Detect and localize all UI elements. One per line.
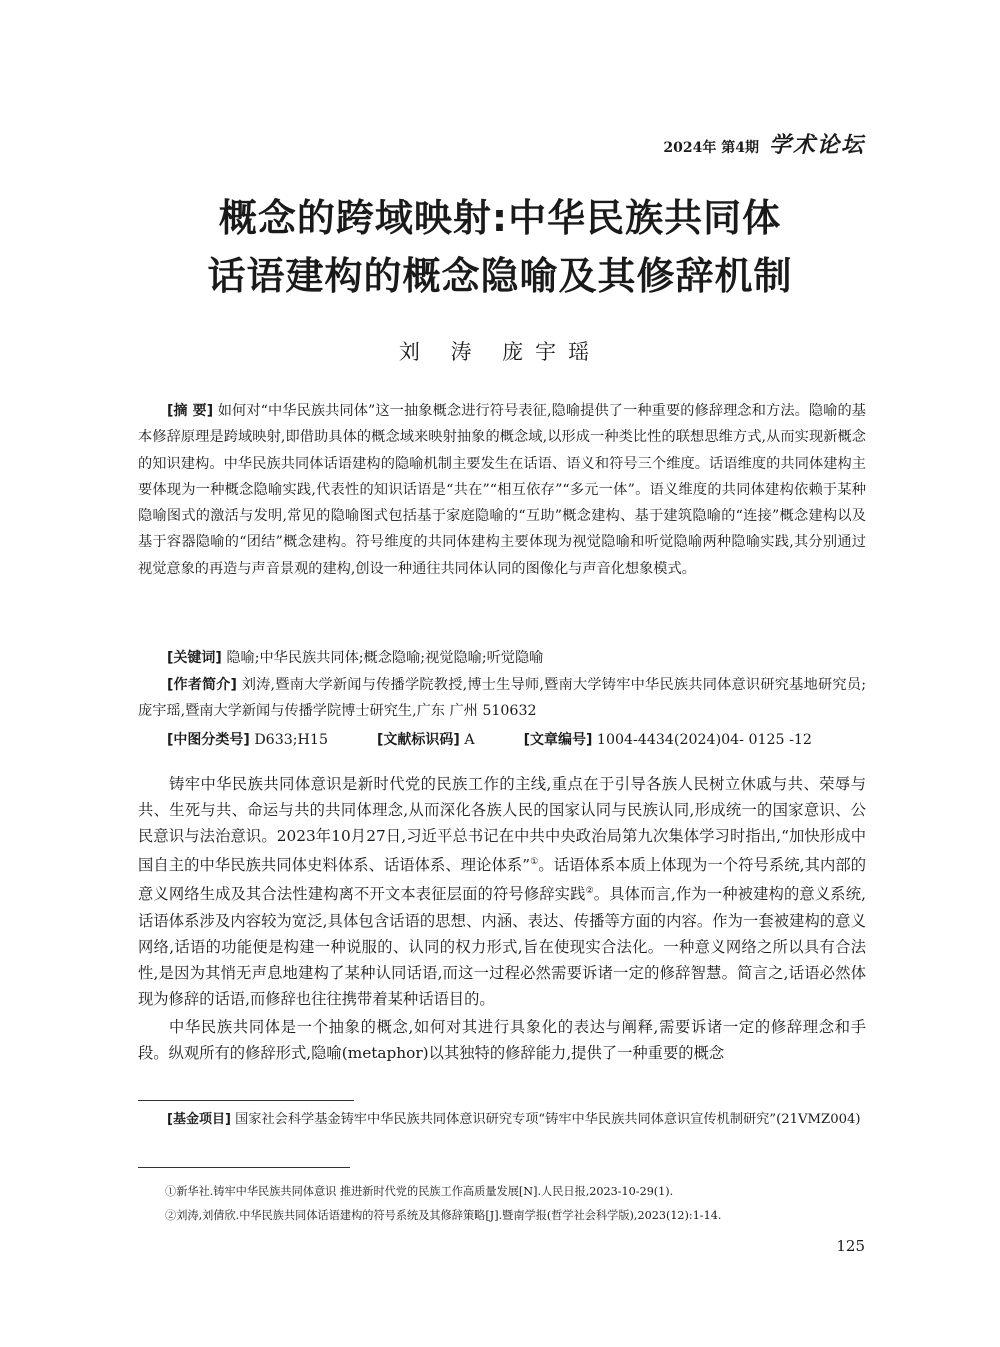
body-p1c-text: 。具体而言,作为一种被建构的意义系统,话语体系涉及内容较为宽泛,具体包含话语的思想、内涵、表达、传播等方面的内容。作为一套被建构的意义网络,话语的功能便是构建一种说服的、认同的权力形式,旨在使现实合法化。一种意义网络之所以具有合法性,是因为其悄无声息地建构了某种认同话语,而这一过程必然需要诉诸一定的修辞智慧。简言之,话语必然体现为修辞的话语,而修辞也往往携带着某种话语目的。 <box>138 885 866 1008</box>
footnote-1: ①新华社.铸牢中华民族共同体意识 推进新时代党的民族工作高质量发展[N].人民日报,2023-10-29(1). <box>165 1185 674 1198</box>
issue-label: 2024年 第4期 <box>663 140 759 156</box>
keywords <box>138 645 866 671</box>
article-number-value: 1004-4434(2024)04- 0125 -12 <box>596 732 812 748</box>
doc-code-label: [文献标识码] <box>377 732 460 748</box>
journal-name: 学术论坛 <box>768 132 865 158</box>
body-paragraph: 中华民族共同体是一个抽象的概念,如何对其进行具象化的表达与阐释,需要诉诸一定的修辞理念和手段。纵观所有的修辞形式,隐喻(metaphor)以其独特的修辞能力,提供了一种重要的概念 <box>138 1018 866 1063</box>
body-paragraph <box>138 771 866 1012</box>
fund-note <box>138 1108 866 1132</box>
author-info <box>138 672 866 725</box>
article-number-label: [文章编号] <box>523 732 593 748</box>
fund-text: 国家社会科学基金铸牢中华民族共同体意识研究专项“铸牢中华民族共同体意识宣传机制研究”(21VMZ004) <box>235 1112 861 1127</box>
page-number: 125 <box>836 1237 865 1255</box>
clc-label: [中图分类号] <box>167 732 250 748</box>
author-info-label: [作者简介] <box>167 677 237 693</box>
article-title-line1: 概念的跨域映射:中华民族共同体 <box>218 196 782 240</box>
clc-value: D633;H15 <box>254 732 328 748</box>
footnote-ref-2: ② <box>585 886 594 897</box>
authors: 刘 涛 庞宇瑶 <box>398 340 602 364</box>
classification-line <box>167 727 867 753</box>
keywords-label: [关键词] <box>167 650 222 666</box>
abstract-label: [摘 要] <box>167 403 214 419</box>
fund-label: [基金项目] <box>167 1112 231 1127</box>
body-p1b-text: 。话语体系本质上体现为一个符号系统,其内部的意义网络生成及其合法性建构离不开文本表征层面的符号修辞实践 <box>138 856 866 904</box>
footnote-2: ②刘涛,刘倩欣.中华民族共同体话语建构的符号系统及其修辞策略[J].暨南学报(哲学社会科学版),2023(12):1-14. <box>165 1209 722 1222</box>
footnote-ref-1: ① <box>530 857 539 868</box>
doc-code-value: A <box>464 732 475 748</box>
footnote-divider <box>138 1167 350 1168</box>
fund-divider <box>138 1100 354 1101</box>
keywords-text: 隐喻;中华民族共同体;概念隐喻;视觉隐喻;听觉隐喻 <box>226 650 544 666</box>
body-text <box>138 771 866 1066</box>
article-title-line2: 话语建构的概念隐喻及其修辞机制 <box>207 254 793 298</box>
author-info-text: 刘涛,暨南大学新闻与传播学院教授,博士生导师,暨南大学铸牢中华民族共同体意识研究基地研究员;庞宇瑶,暨南大学新闻与传播学院博士研究生,广东 广州 510632 <box>138 677 867 720</box>
abstract <box>138 398 866 582</box>
body-p1-text: 铸牢中华民族共同体意识是新时代党的民族工作的主线,重点在于引导各族人民树立休戚与共、荣辱与共、生死与共、命运与共的共同体理念,从而深化各族人民的国家认同与民族认同,形成统一的国家意识、公民意识与法治意识。2023年10月27日,习近平总书记在中共中央政治局第九次集体学习时指出,“加快形成中国自主的中华民族共同体史料体系、话语体系、理论体系” <box>138 775 866 875</box>
journal-header <box>663 128 865 159</box>
abstract-text: 如何对“中华民族共同体”这一抽象概念进行符号表征,隐喻提供了一种重要的修辞理念和方法。隐喻的基本修辞原理是跨域映射,即借助具体的概念域来映射抽象的概念域,以形成一种类比性的联想思维方式,从而实现新概念的知识建构。中华民族共同体话语建构的隐喻机制主要发生在话语、语义和符号三个维度。话语维度的共同体建构主要体现为一种概念隐喻实践,代表性的知识话语是“共在”“相互依存”“多元一体”。语义维度的共同体建构依赖于某种隐喻图式的激活与发明,常见的隐喻图式包括基于家庭隐喻的“互助”概念建构、基于建筑隐喻的“连接”概念建构以及基于容器隐喻的“团结”概念建构。符号维度的共同体建构主要体现为视觉隐喻和听觉隐喻两种隐喻实践,其分别通过视觉意象的再造与声音景观的建构,创设一种通往共同体认同的图像化与声音化想象模式。 <box>138 403 866 577</box>
